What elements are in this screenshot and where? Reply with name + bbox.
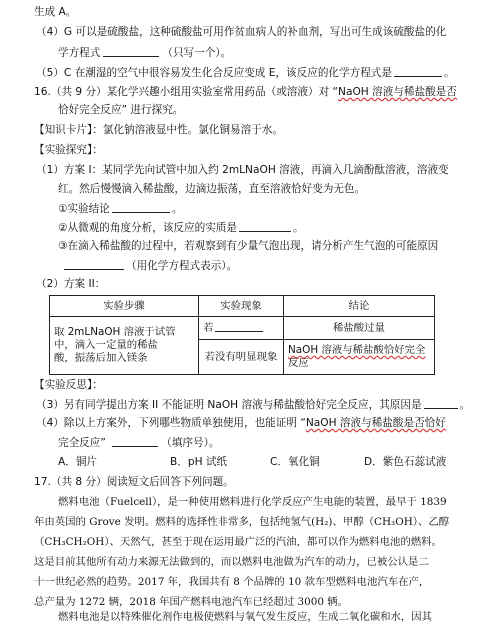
knowledge-card: 【知识卡片】：氯化钠溶液显中性。氯化铜易溶于水。 — [34, 124, 283, 136]
option-c: C．氧化铜 — [270, 456, 320, 468]
table-header: 结论 — [284, 296, 435, 317]
option-b: B．pH 试纸 — [170, 456, 228, 468]
passage-line: 这是目前其他所有动力来源无法做到的，而以燃料电池做为汽车的动力，已被公认是二 — [34, 556, 429, 568]
passage-line: （CH₃CH₂OH）、天然气，甚至于现在运用最广泛的汽油，都可以作为燃料电池的燃料。 — [34, 536, 443, 548]
reflect-q3: （3）另有同学提出方案 II 不能证明 NaOH 溶液与稀盐酸恰好完全反应，其原因是 。 — [36, 399, 471, 411]
answer-blank[interactable] — [394, 66, 442, 77]
answer-blank[interactable] — [112, 202, 170, 213]
plan1-line1: （1）方案 I：某同学先向试管中加入约 2mLNaOH 溶液，再滴入几滴酚酞溶液，溶液变 — [36, 164, 449, 176]
plan1-line2: 红。然后慢慢滴入稀盐酸，边滴边振荡，直至溶液恰好变为无色。 — [58, 183, 366, 195]
conclusion-3-cont: （用化学方程式表示）。 — [64, 259, 237, 273]
conclusion-1: ①实验结论 。 — [58, 203, 183, 215]
answer-blank[interactable] — [239, 221, 291, 232]
q16-title-cont: 恰好完全反应” 进行探究。 — [58, 104, 184, 116]
explore-heading: 【实验探究】： — [34, 144, 103, 156]
q4-line1: （4）G 可以是硫酸盐，这种硫酸盐可用作贫血病人的补血剂，写出可生成该硫酸盐的化 — [36, 26, 447, 38]
passage-line: 总产量为 1272 辆，2018 年国产燃料电池汽车已经超过 3000 辆。 — [34, 596, 349, 608]
option-a: A．铜片 — [58, 456, 98, 468]
passage-line: 燃料电池（Fuelcell），是一种使用燃料进行化学反应产生电能的装置，最早于 1839 — [58, 496, 447, 508]
line-generate-a: 生成 A。 — [34, 6, 77, 18]
passage-line: 十一世纪必然的趋势。2017 年，我国共有 8 个品牌的 10 款车型燃料电池汽车在产， — [34, 576, 430, 588]
table-obs-cell: 若 — [199, 317, 284, 340]
q4-line2: 学方程式 （只写一个）。 — [58, 47, 232, 59]
experiment-table — [49, 295, 435, 375]
conclusion-3: ③在滴入稀盐酸的过程中，若观察到有少量气泡出现，请分析产生气泡的可能原因 — [58, 240, 439, 252]
answer-blank[interactable] — [215, 321, 263, 332]
answer-blank[interactable] — [103, 46, 159, 57]
answer-blank[interactable] — [424, 398, 458, 409]
table-result-cell: NaOH 溶液与稀盐酸恰好完全 反应 — [284, 340, 435, 375]
q17-title: 17.（共 8 分）阅读短文后回答下列问题。 — [34, 476, 234, 488]
plan2-label: （2）方案 II： — [36, 278, 106, 290]
table-obs-cell: 若没有明显现象 — [199, 340, 284, 375]
conclusion-2: ②从微观的角度分析，该反应的实质是 。 — [58, 222, 304, 234]
reflect-heading: 【实验反思】： — [34, 379, 103, 391]
reflect-q4: （4）除以上方案外，下列哪些物质单独使用，也能证明 “NaOH 溶液与稀盐酸是否恰好 — [36, 417, 446, 429]
q5-line: （5）C 在潮湿的空气中很容易发生化合反应变成 E，该反应的化学方程式是 。 — [36, 67, 455, 79]
answer-blank[interactable] — [112, 436, 158, 447]
q16-title: 16.（共 9 分）某化学兴趣小组用实验室常用药品（或溶液）对 “NaOH 溶液与稀盐酸是否 — [34, 86, 457, 98]
table-result-cell: 稀盐酸过量 — [284, 317, 435, 340]
passage-line: 年由英国的 Grove 发明。燃料的选择性非常多，包括纯氢气(H₂)、甲醇（CH₃OH）、乙醇 — [34, 516, 450, 528]
option-d: D．紫色石蕊试液 — [364, 456, 447, 468]
answer-blank[interactable] — [64, 259, 124, 270]
reflect-q4-cont: 完全反应” （填序号）。 — [58, 437, 220, 449]
table-header: 实验步骤 — [50, 296, 199, 317]
passage-line: 燃料电池是以特殊催化剂作电极使燃料与氧气发生反应，生成二氧化碳和水，因其 — [58, 611, 433, 623]
table-header: 实验现象 — [199, 296, 284, 317]
table-step-cell: 取 2mLNaOH 溶液于试管 中，滴入一定量的稀盐 酸，振荡后加入镁条 — [50, 317, 199, 375]
